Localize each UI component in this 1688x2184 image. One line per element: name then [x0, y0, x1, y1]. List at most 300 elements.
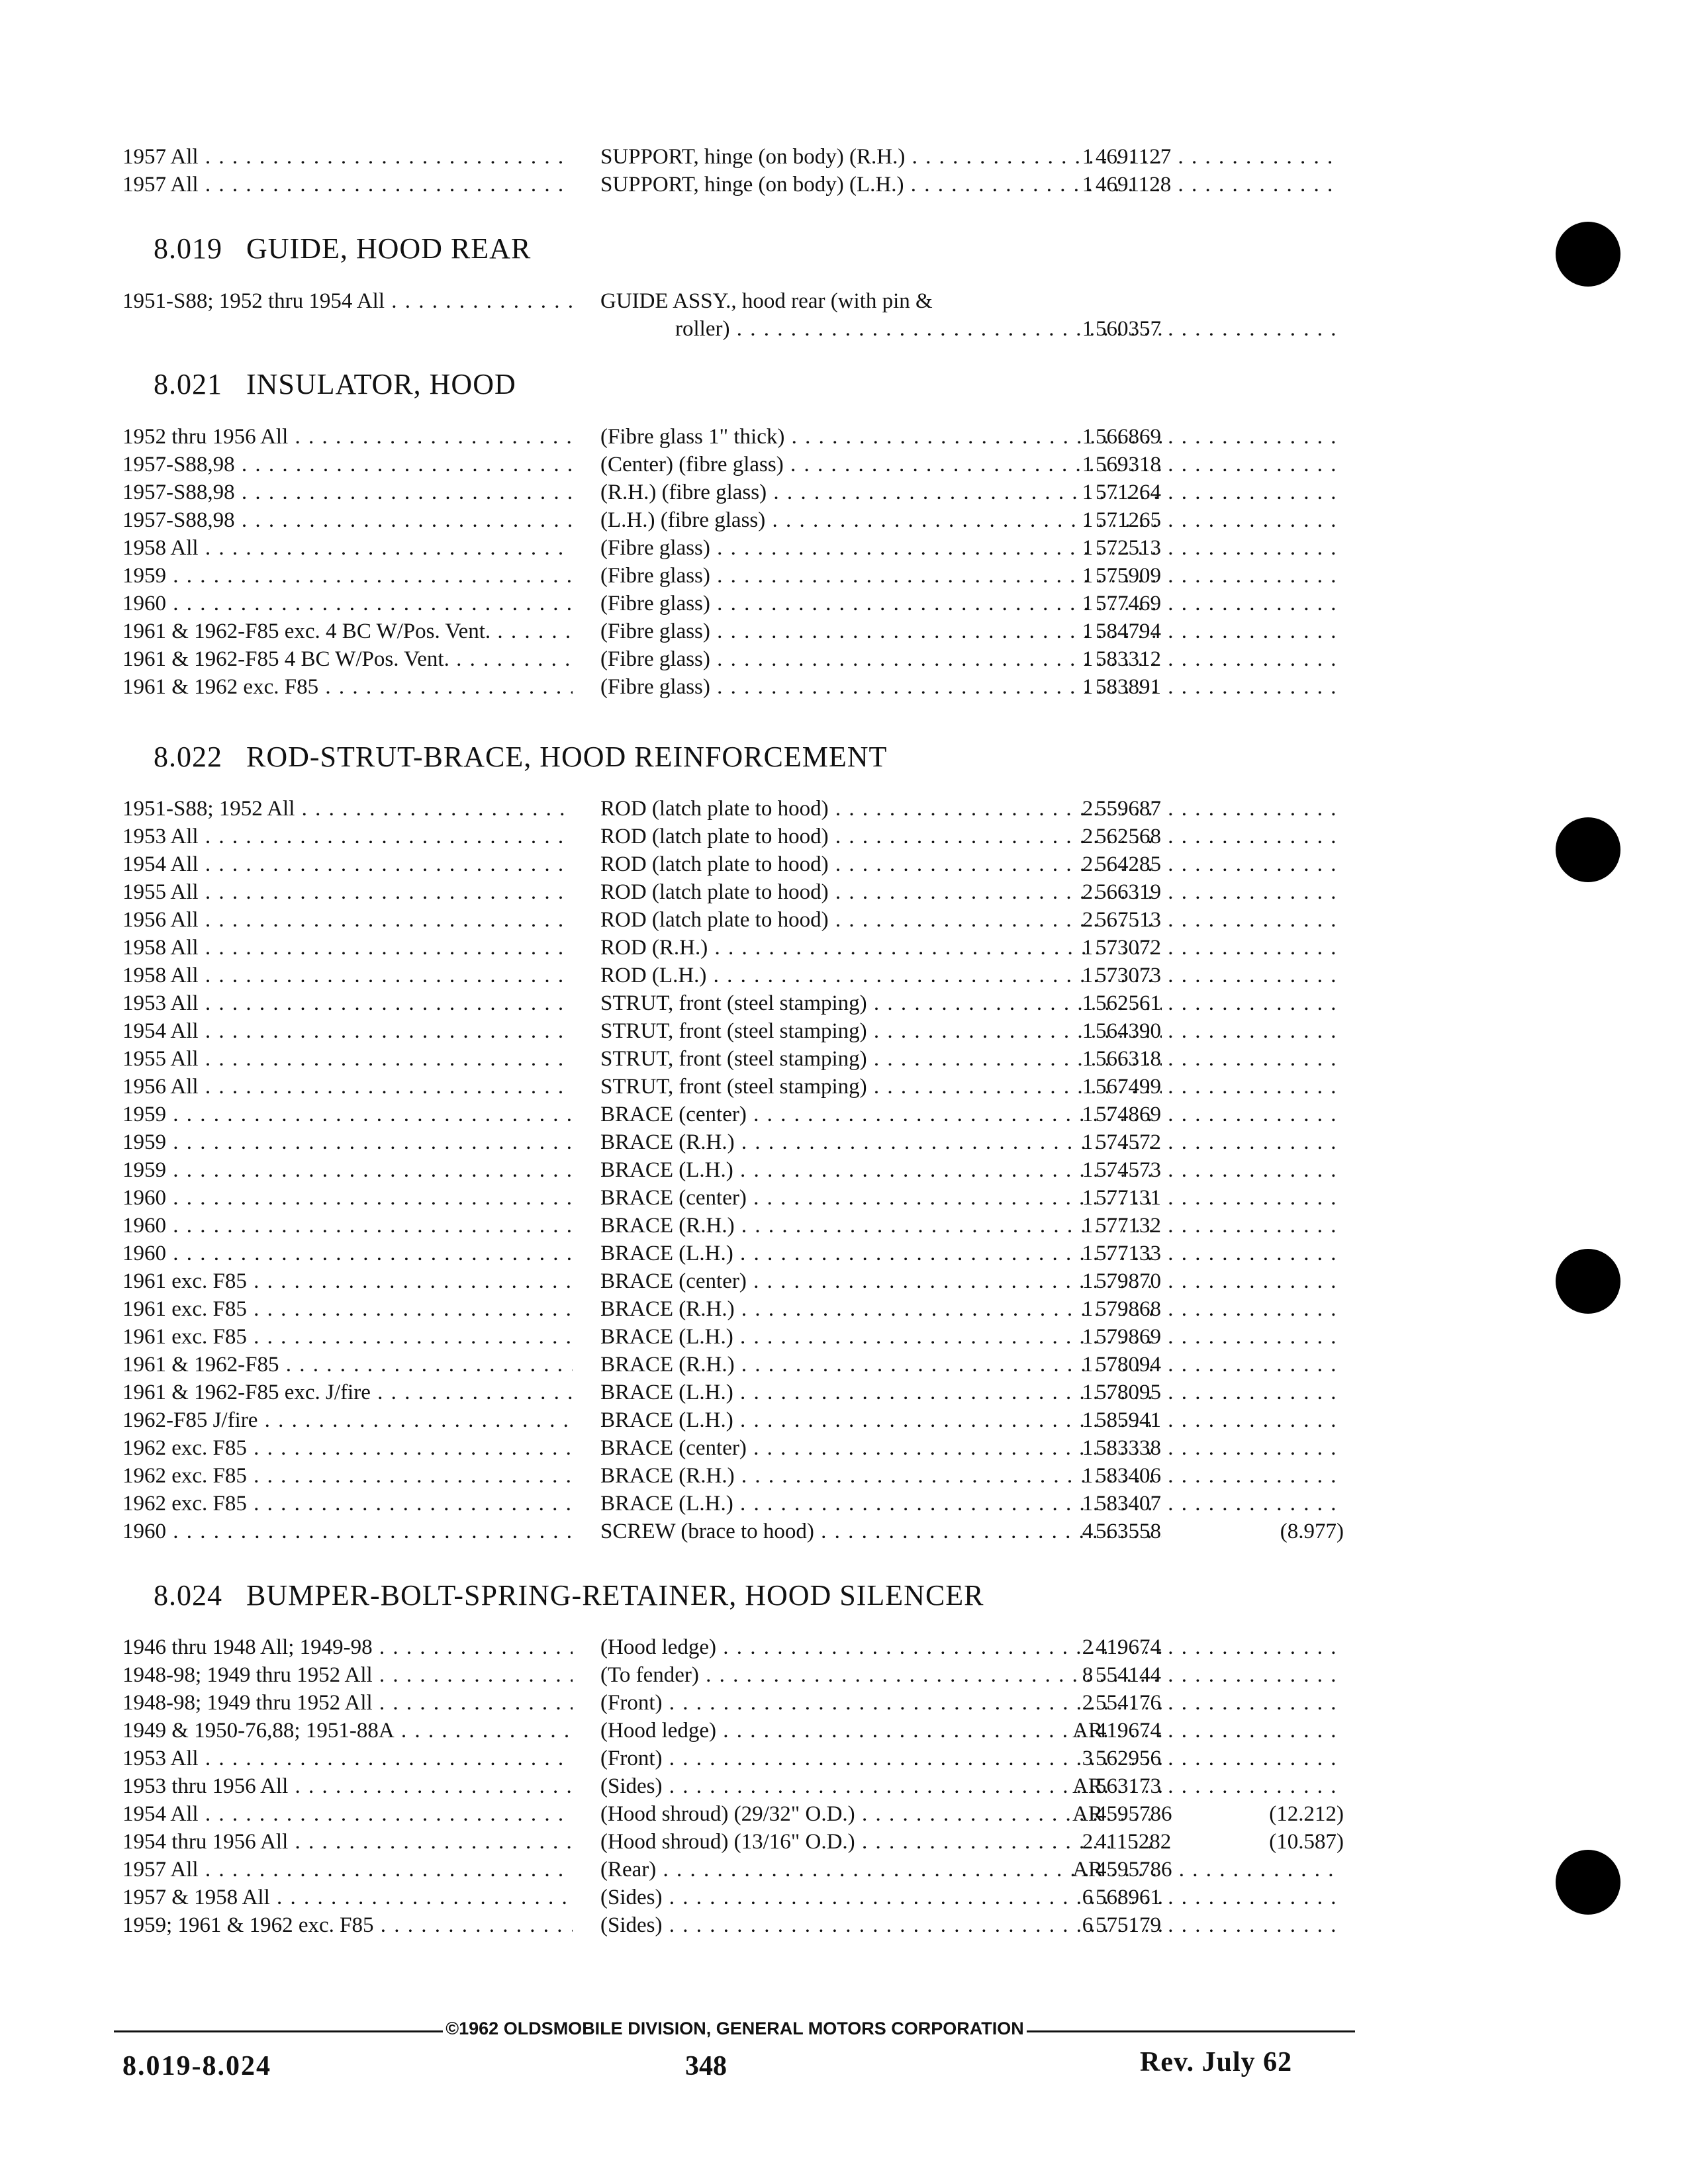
part-number-cell: [1096, 1883, 1340, 1912]
binder-hole: [1556, 817, 1620, 882]
description-text: BRACE (center) . . .: [600, 1186, 1162, 1210]
part-number: 4595786: [1096, 1802, 1172, 1826]
part-number: 4691128 . . .: [1096, 173, 1340, 197]
part-number: 578094 . . .: [1096, 1353, 1340, 1377]
quantity-cell: AR: [1072, 1802, 1103, 1826]
description-text: ROD (latch plate to hood) . . .: [600, 880, 1162, 904]
quantity-cell: 1: [1082, 1242, 1094, 1265]
parts-row: [122, 1716, 1344, 1745]
application-text: 1957 All . . .: [122, 1858, 573, 1882]
binder-hole: [1556, 1249, 1620, 1314]
description-text: (Fibre glass) . . .: [600, 647, 1162, 671]
quantity-cell: AR: [1072, 1774, 1103, 1798]
part-number: 583312 . . .: [1096, 647, 1340, 671]
parts-row: [122, 933, 1344, 962]
application-text: 1962 exc. F85 . . .: [122, 1492, 573, 1516]
section-number: 8.019: [154, 232, 222, 265]
quantity-cell: 1: [1082, 1325, 1094, 1349]
description-text: ROD (latch plate to hood) . . .: [600, 825, 1162, 848]
part-number: 583407 . . .: [1096, 1492, 1340, 1516]
description-text: (Fibre glass) . . .: [600, 536, 1162, 560]
application-text: 1954 All . . .: [122, 1802, 573, 1826]
description-text: BRACE (center) . . .: [600, 1103, 1162, 1126]
part-number-cell: [1096, 314, 1340, 343]
description-text: ROD (L.H.) . . .: [600, 964, 1162, 987]
description-text: (Fibre glass) . . .: [600, 675, 1162, 699]
part-number: 4595786 . . .: [1096, 1858, 1340, 1882]
quantity-cell: 1: [1082, 991, 1094, 1015]
quantity-cell: 2: [1082, 1635, 1094, 1659]
description-text: SUPPORT, hinge (on body) (R.H.) . . .: [600, 145, 1162, 169]
application-text: 1953 All . . .: [122, 991, 573, 1015]
section-title: BUMPER-BOLT-SPRING-RETAINER, HOOD SILENCER: [246, 1579, 984, 1612]
application-text: 1957-S88,98 . . .: [122, 508, 573, 532]
part-number-cell: [1096, 1295, 1340, 1324]
application-text: 1960 . . .: [122, 1186, 573, 1210]
parts-row: [122, 1433, 1344, 1463]
description-text: BRACE (R.H.) . . .: [600, 1353, 1162, 1377]
parts-row: [122, 1350, 1344, 1379]
quantity-cell: 6: [1082, 1886, 1094, 1909]
application-cell: [122, 1239, 573, 1268]
description-text: (Center) (fibre glass) . . .: [600, 453, 1162, 477]
description-text: BRACE (center) . . .: [600, 1436, 1162, 1460]
description-text: (Hood shroud) (29/32" O.D.) . . .: [600, 1802, 1162, 1826]
application-text: 1957 All . . .: [122, 173, 573, 197]
parts-row: [122, 1744, 1344, 1773]
application-cell: [122, 1267, 573, 1296]
quantity-cell: 2: [1082, 852, 1094, 876]
description-text: BRACE (center) . . .: [600, 1269, 1162, 1293]
part-number-cell: [1096, 1744, 1340, 1773]
part-number: 569318 . . .: [1096, 453, 1340, 477]
application-cell: [122, 142, 573, 171]
section-heading: [154, 1578, 984, 1612]
application-text: 1962 exc. F85 . . .: [122, 1464, 573, 1488]
parts-row: [122, 506, 1344, 535]
parts-row: [122, 822, 1344, 851]
description-text: ROD (latch plate to hood) . . .: [600, 852, 1162, 876]
parts-row: [122, 287, 1344, 316]
part-number: 567513 . . .: [1096, 908, 1340, 932]
parts-row: [122, 961, 1344, 990]
part-number-cell: [1096, 933, 1340, 962]
part-number: 554144 . . .: [1096, 1663, 1340, 1687]
application-text: 1953 All . . .: [122, 825, 573, 848]
part-number-cell: [1096, 1350, 1340, 1379]
application-cell: [122, 589, 573, 618]
application-text: 1962 exc. F85 . . .: [122, 1436, 573, 1460]
description-text: BRACE (R.H.) . . .: [600, 1130, 1162, 1154]
application-cell: [122, 672, 573, 702]
quantity-cell: 2: [1082, 1830, 1094, 1854]
application-text: 1956 All . . .: [122, 908, 573, 932]
part-number: 419674 . . .: [1096, 1635, 1340, 1659]
part-number: 4691127 . . .: [1096, 145, 1340, 169]
parts-row: [122, 850, 1344, 879]
quantity-cell: 1: [1082, 619, 1094, 643]
part-number-cell: [1096, 1378, 1340, 1407]
application-text: 1955 All . . .: [122, 880, 573, 904]
part-number-cell: [1096, 850, 1340, 879]
part-number-cell: [1096, 142, 1340, 171]
application-cell: [122, 478, 573, 507]
part-number: 585941 . . .: [1096, 1408, 1340, 1432]
part-number: 562568 . . .: [1096, 825, 1340, 848]
quantity-cell: 1: [1082, 425, 1094, 449]
parts-row: [122, 422, 1344, 451]
application-cell: [122, 170, 573, 199]
quantity-cell: 1: [1082, 936, 1094, 960]
part-number: 574869 . . .: [1096, 1103, 1340, 1126]
application-text: 1957 & 1958 All . . .: [122, 1886, 573, 1909]
part-number: 562956 . . .: [1096, 1747, 1340, 1770]
quantity-cell: 1: [1082, 173, 1094, 197]
parts-row: [122, 1100, 1344, 1129]
section-heading: [154, 232, 531, 265]
part-number-cell: [1096, 1322, 1340, 1351]
quantity-cell: 1: [1082, 1075, 1094, 1099]
description-text: SUPPORT, hinge (on body) (L.H.) . . .: [600, 173, 1162, 197]
parts-row: [122, 672, 1344, 702]
parts-row: [122, 1295, 1344, 1324]
quantity-cell: 1: [1082, 508, 1094, 532]
part-number: 577133 . . .: [1096, 1242, 1340, 1265]
description-text: (Fibre glass) . . .: [600, 564, 1162, 588]
cross-reference: (8.977): [1276, 1517, 1344, 1546]
parts-row: [122, 170, 1344, 199]
application-text: 1951-S88; 1952 All . . .: [122, 797, 573, 821]
quantity-cell: 1: [1082, 647, 1094, 671]
part-number-cell: [1096, 989, 1340, 1018]
description-text: BRACE (L.H.) . . .: [600, 1325, 1162, 1349]
parts-row-continuation: [122, 314, 1344, 343]
parts-row: [122, 1322, 1344, 1351]
application-cell: [122, 1378, 573, 1407]
application-text: 1949 & 1950-76,88; 1951-88A . . .: [122, 1719, 573, 1743]
application-cell: [122, 850, 573, 879]
application-cell: [122, 1211, 573, 1240]
part-number-cell: [1096, 1128, 1340, 1157]
part-number-cell: [1096, 645, 1340, 674]
description-text: (Front) . . .: [600, 1747, 1162, 1770]
application-cell: [122, 1072, 573, 1101]
application-text: 1961 & 1962-F85 exc. 4 BC W/Pos. Vent. . . .: [122, 619, 573, 643]
parts-row: [122, 905, 1344, 934]
quantity-cell: 1: [1082, 480, 1094, 504]
part-number: 584794 . . .: [1096, 619, 1340, 643]
parts-row: [122, 1517, 1344, 1546]
application-cell: [122, 1017, 573, 1046]
application-text: 1958 All . . .: [122, 936, 573, 960]
part-number: 583891 . . .: [1096, 675, 1340, 699]
quantity-cell: 3: [1082, 1747, 1094, 1770]
parts-row: [122, 794, 1344, 823]
part-number-cell: [1096, 1661, 1340, 1690]
section-number: 8.024: [154, 1579, 222, 1612]
application-cell: [122, 905, 573, 934]
application-cell: [122, 1406, 573, 1435]
part-number-cell: [1096, 478, 1340, 507]
parts-row: [122, 1799, 1344, 1829]
part-number: 564390 . . .: [1096, 1019, 1340, 1043]
part-number-cell: [1096, 589, 1340, 618]
part-number: 563558: [1096, 1520, 1161, 1543]
parts-row: [122, 1044, 1344, 1073]
quantity-cell: 1: [1082, 1353, 1094, 1377]
application-cell: [122, 822, 573, 851]
part-number-cell: [1096, 1461, 1340, 1490]
parts-row: [122, 1688, 1344, 1717]
application-cell: [122, 1044, 573, 1073]
application-cell: [122, 1433, 573, 1463]
part-number-cell: [1096, 1633, 1340, 1662]
description-text: BRACE (R.H.) . . .: [600, 1214, 1162, 1238]
part-number: 559687 . . .: [1096, 797, 1340, 821]
part-number: 583406 . . .: [1096, 1464, 1340, 1488]
quantity-cell: 1: [1082, 145, 1094, 169]
application-text: 1961 & 1962-F85 4 BC W/Pos. Vent. . . .: [122, 647, 573, 671]
application-text: 1952 thru 1956 All . . .: [122, 425, 573, 449]
description-text: (To fender) . . .: [600, 1663, 1162, 1687]
application-cell: [122, 1322, 573, 1351]
quantity-cell: AR: [1072, 1858, 1103, 1882]
description-text: ROD (latch plate to hood) . . .: [600, 797, 1162, 821]
part-number: 575179 . . .: [1096, 1913, 1340, 1937]
description-text: GUIDE ASSY., hood rear (with pin &: [600, 289, 933, 313]
application-text: 1954 thru 1956 All . . .: [122, 1830, 573, 1854]
application-text: 1959; 1961 & 1962 exc. F85 . . .: [122, 1913, 573, 1937]
application-text: 1959 . . .: [122, 1103, 573, 1126]
part-number-cell: [1096, 794, 1340, 823]
parts-row: [122, 1128, 1344, 1157]
description-text: (Fibre glass) . . .: [600, 619, 1162, 643]
application-cell: [122, 450, 573, 479]
quantity-cell: 2: [1082, 880, 1094, 904]
description-text: BRACE (R.H.) . . .: [600, 1464, 1162, 1488]
part-number: 563173 . . .: [1096, 1774, 1340, 1798]
application-text: 1961 exc. F85 . . .: [122, 1325, 573, 1349]
part-number: 566318 . . .: [1096, 1047, 1340, 1071]
parts-row: [122, 1772, 1344, 1801]
application-text: 1962-F85 J/fire . . .: [122, 1408, 573, 1432]
part-number: 566869 . . .: [1096, 425, 1340, 449]
parts-row: [122, 878, 1344, 907]
part-number: 575909 . . .: [1096, 564, 1340, 588]
parts-row: [122, 617, 1344, 646]
description-text: (Front) . . .: [600, 1691, 1162, 1715]
parts-row: [122, 1183, 1344, 1212]
parts-row: [122, 1883, 1344, 1912]
quantity-cell: AR: [1072, 1719, 1103, 1743]
parts-row: [122, 450, 1344, 479]
parts-row: [122, 1855, 1344, 1884]
part-number-cell: [1096, 1044, 1340, 1073]
quantity-cell: 1: [1082, 453, 1094, 477]
quantity-cell: 8: [1082, 1663, 1094, 1687]
application-text: 1954 All . . .: [122, 852, 573, 876]
part-number: 568961 . . .: [1096, 1886, 1340, 1909]
part-number: 572513 . . .: [1096, 536, 1340, 560]
application-text: 1948-98; 1949 thru 1952 All . . .: [122, 1663, 573, 1687]
application-cell: [122, 1827, 573, 1856]
parts-row: [122, 589, 1344, 618]
description-text: (Hood ledge) . . .: [600, 1719, 1162, 1743]
description-text: BRACE (L.H.) . . .: [600, 1408, 1162, 1432]
description-text: STRUT, front (steel stamping) . . .: [600, 1047, 1162, 1071]
application-cell: [122, 933, 573, 962]
application-text: 1953 All . . .: [122, 1747, 573, 1770]
part-number-cell: [1096, 1772, 1340, 1801]
part-number: 554176 . . .: [1096, 1691, 1340, 1715]
description-text: (Sides) . . .: [600, 1913, 1162, 1937]
revision-date: Rev. July 62: [1140, 2047, 1293, 2077]
description-text: (R.H.) (fibre glass) . . .: [600, 480, 1162, 504]
section-title: GUIDE, HOOD REAR: [246, 232, 532, 265]
quantity-cell: 1: [1082, 1047, 1094, 1071]
quantity-cell: 1: [1082, 675, 1094, 699]
part-number: 564285 . . .: [1096, 852, 1340, 876]
part-number: 578095 . . .: [1096, 1381, 1340, 1404]
part-number-cell: [1096, 905, 1340, 934]
application-text: 1958 All . . .: [122, 964, 573, 987]
quantity-cell: 1: [1082, 1492, 1094, 1516]
application-cell: [122, 1128, 573, 1157]
description-text: STRUT, front (steel stamping) . . .: [600, 1075, 1162, 1099]
parts-row: [122, 1156, 1344, 1185]
part-number: 577132 . . .: [1096, 1214, 1340, 1238]
quantity-cell: 1: [1082, 1103, 1094, 1126]
quantity-cell: 1: [1082, 1464, 1094, 1488]
description-text-continued: roller) . . .: [675, 317, 1162, 341]
part-number: 579869 . . .: [1096, 1325, 1340, 1349]
quantity-cell: 1: [1082, 317, 1094, 341]
part-number-cell: [1096, 1911, 1340, 1940]
part-number: 583338 . . .: [1096, 1436, 1340, 1460]
application-text: 1953 thru 1956 All . . .: [122, 1774, 573, 1798]
part-number-cell: [1096, 450, 1340, 479]
section-heading: [154, 367, 516, 401]
part-number: 574572 . . .: [1096, 1130, 1340, 1154]
description-text: (Hood ledge) . . .: [600, 1635, 1162, 1659]
description-cell: [600, 287, 1162, 316]
parts-row: [122, 1633, 1344, 1662]
section-range: 8.019-8.024: [122, 2051, 271, 2081]
application-cell: [122, 645, 573, 674]
description-text: STRUT, front (steel stamping) . . .: [600, 1019, 1162, 1043]
part-number-cell: [1096, 617, 1340, 646]
parts-row: [122, 1211, 1344, 1240]
application-text: 1961 & 1962 exc. F85 . . .: [122, 675, 573, 699]
part-number-cell: [1096, 672, 1340, 702]
application-text: 1961 exc. F85 . . .: [122, 1269, 573, 1293]
part-number: 573072 . . .: [1096, 936, 1340, 960]
quantity-cell: 2: [1082, 1691, 1094, 1715]
description-text: (Hood shroud) (13/16" O.D.) . . .: [600, 1830, 1162, 1854]
part-number-cell: [1096, 1855, 1340, 1884]
part-number-cell: [1096, 170, 1340, 199]
binder-hole: [1556, 222, 1620, 287]
part-number: 579870 . . .: [1096, 1269, 1340, 1293]
description-text: STRUT, front (steel stamping) . . .: [600, 991, 1162, 1015]
parts-row: [122, 989, 1344, 1018]
quantity-cell: 1: [1082, 1436, 1094, 1460]
application-cell: [122, 506, 573, 535]
part-number: 574573 . . .: [1096, 1158, 1340, 1182]
application-text: 1960 . . .: [122, 592, 573, 615]
part-number: 571265 . . .: [1096, 508, 1340, 532]
part-number: 562561 . . .: [1096, 991, 1340, 1015]
application-text: 1946 thru 1948 All; 1949-98 . . .: [122, 1635, 573, 1659]
part-number-cell: [1096, 1017, 1340, 1046]
part-number-cell: [1096, 1267, 1340, 1296]
cross-reference: (12.212): [1265, 1799, 1344, 1829]
part-number-cell: [1096, 506, 1340, 535]
application-text: 1958 All . . .: [122, 536, 573, 560]
quantity-cell: 1: [1082, 1130, 1094, 1154]
application-text: 1960 . . .: [122, 1214, 573, 1238]
application-cell: [122, 422, 573, 451]
part-number-cell: [1096, 1406, 1340, 1435]
parts-row: [122, 645, 1344, 674]
application-text: 1960 . . .: [122, 1242, 573, 1265]
description-text: BRACE (L.H.) . . .: [600, 1492, 1162, 1516]
section-title: ROD-STRUT-BRACE, HOOD REINFORCEMENT: [246, 741, 888, 773]
application-text: 1959 . . .: [122, 564, 573, 588]
application-cell: [122, 1688, 573, 1717]
parts-row: [122, 1489, 1344, 1518]
quantity-cell: 2: [1082, 797, 1094, 821]
parts-row: [122, 533, 1344, 563]
application-text: 1957-S88,98 . . .: [122, 480, 573, 504]
application-text: 1959 . . .: [122, 1158, 573, 1182]
quantity-cell: 1: [1082, 1408, 1094, 1432]
part-number-cell: [1096, 1211, 1340, 1240]
application-cell: [122, 1156, 573, 1185]
quantity-cell: 2: [1082, 908, 1094, 932]
application-cell: [122, 1744, 573, 1773]
application-text: 1961 & 1962-F85 exc. J/fire . . .: [122, 1381, 573, 1404]
parts-row: [122, 1267, 1344, 1296]
quantity-cell: 1: [1082, 1019, 1094, 1043]
quantity-cell: 1: [1082, 964, 1094, 987]
part-number-cell: [1096, 1716, 1340, 1745]
application-cell: [122, 1716, 573, 1745]
copyright-line: [0, 2019, 1470, 2039]
application-cell: [122, 1772, 573, 1801]
quantity-cell: 1: [1082, 1269, 1094, 1293]
part-number-cell: [1096, 422, 1340, 451]
parts-row: [122, 1911, 1344, 1940]
parts-row: [122, 1406, 1344, 1435]
section-heading: [154, 740, 887, 774]
part-number-cell: [1096, 561, 1340, 590]
application-cell: [122, 1100, 573, 1129]
part-number-cell: [1096, 1239, 1340, 1268]
parts-row: [122, 142, 1344, 171]
parts-row: [122, 1378, 1344, 1407]
part-number-cell: [1096, 1183, 1340, 1212]
cross-reference: (10.587): [1265, 1827, 1344, 1856]
section-number: 8.021: [154, 368, 222, 400]
application-cell: [122, 878, 573, 907]
part-number-cell: [1096, 1100, 1340, 1129]
part-number-cell: [1096, 1072, 1340, 1101]
quantity-cell: 6: [1082, 1913, 1094, 1937]
application-cell: [122, 1883, 573, 1912]
application-text: 1956 All . . .: [122, 1075, 573, 1099]
application-text: 1954 All . . .: [122, 1019, 573, 1043]
